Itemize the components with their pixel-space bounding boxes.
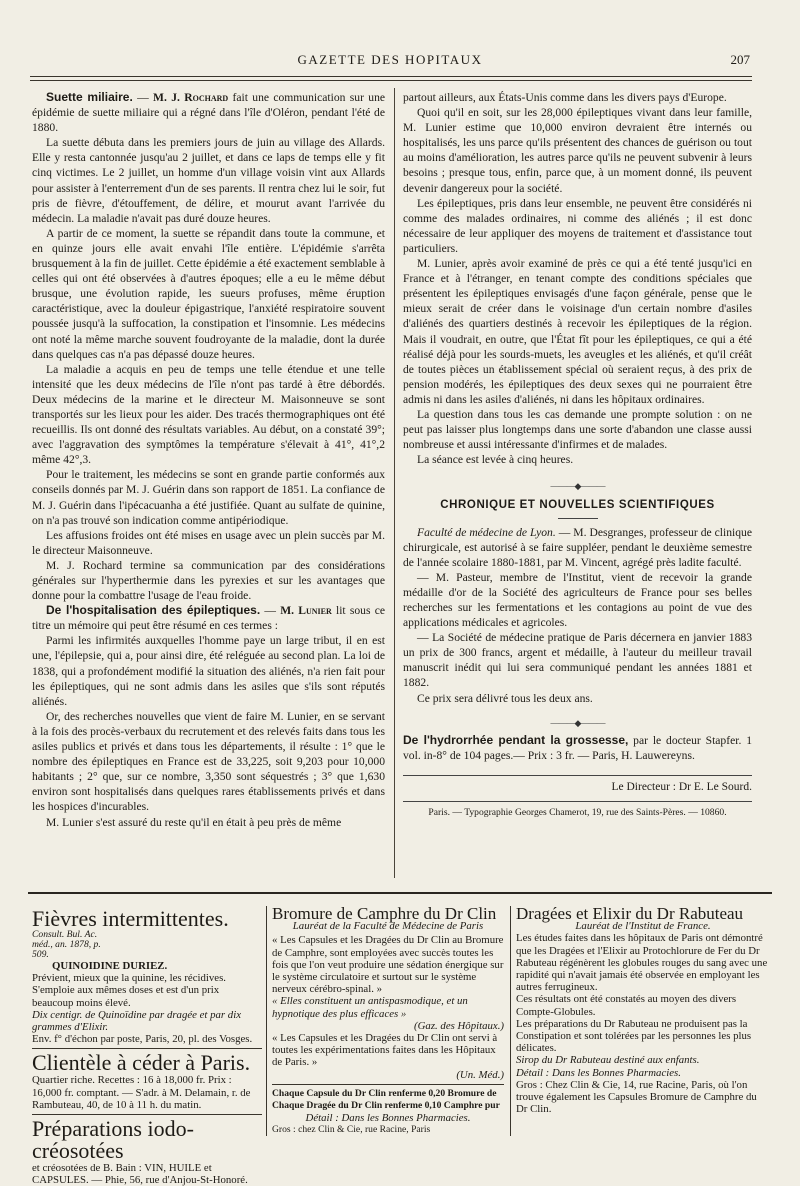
title-rule <box>558 518 598 519</box>
chronique-title: CHRONIQUE ET NOUVELLES SCIENTIFIQUES <box>440 499 715 512</box>
ad-fievres-title: Fièvres intermittentes. <box>32 906 229 931</box>
news-paragraph <box>403 570 752 630</box>
article-paragraph <box>32 226 385 362</box>
ad-dragees-title: Dragées et Elixir du Dr Rabuteau <box>516 904 744 923</box>
ad-dragees-gros: Gros : Chez Clin & Cie, 14, rue Racine, Paris, où l'on trouve également les Capsules Bromure de Camphre du Dr Clin. <box>516 1078 757 1116</box>
seance-continued <box>403 90 752 467</box>
article-paragraph <box>32 467 385 527</box>
ad-bromure-dragee: Chaque Dragée du Dr Clin renferme 0,10 Camphre pur <box>272 1100 500 1112</box>
ad-bromure-title: Bromure de Camphre du Dr Clin <box>272 904 497 923</box>
article-paragraph <box>403 105 752 196</box>
ad-fievres-body: Prévient, mieux que la quinine, les récidives. S'emploie aux mêmes doses et est d'un prix beaucoup moins élevé. <box>32 972 226 1009</box>
paragraph-text: A partir de ce moment, la suette se répandit dans toute la commune, et en quinze jours elle avait envahi l'île entière. L'épidémie s'arrêta brusquement à la fin de juillet. Cette épidémie a été exactement semblable à celles qui ont été observées à d'autres époques; elle a eu le même début brusque, une évolution rapide, les sueurs profuses, même éruption caractéristique, avec la douleur épigastrique, l'anxiété respiratoire souvent poussée jusqu'à la suffocation, la constipation et l'insomnie. Les médecins ont noté la même marche souvent foudroyante de la maladie, dont la durée dans quelques cas n'a pas dépassé douze heures. <box>32 226 385 361</box>
paragraph-text: Quoi qu'il en soit, sur les 28,000 épileptiques vivant dans leur famille, M. Lunier estime que 10,000 environ devraient être internés ou hospitalisés, les uns parce qu'ils présentent des chances de guérison ou tout au moins d'amélioration, les autres parce qu'ils ne peuvent subvenir à leurs besoins ; presque tous, enfin, parce que, à un moment donné, ils peuvent devenir dangereux pour la société. <box>403 106 752 195</box>
ad-rule-2 <box>32 1114 262 1115</box>
ad-bromure-capsule: Chaque Capsule du Dr Clin renferme 0,20 Bromure de <box>272 1087 497 1099</box>
page-header <box>30 52 750 74</box>
paragraph-text: M. Lunier s'est assuré du reste qu'il en était à peu près de même <box>46 815 342 829</box>
paragraph-lead: De l'hospitalisation des épileptiques. <box>46 603 261 618</box>
article-paragraph <box>403 407 752 452</box>
paragraph-text: La suette débuta dans les premiers jours de juin au village des Allards. Elle y resta cantonnée jusqu'au 2 juillet, et dans ce laps de temps elle y fit cinq victimes. Le 2 juillet, un homme d'un village voisin vint aux Allards pour assister à l'enterrement d'un de ses parents. Il rentra chez lui le soir, fut pris de fièvre, d'étouffement, de délire, et mourut avant l'arrivée du médecin. La maladie n'avait pas duré douze heures. <box>32 136 385 225</box>
paragraph-text: La maladie a acquis en peu de temps une telle étendue et une telle intensité que les deux médecins de l'île n'ont pas tardé à être débordés. Deux médecins de la marine et le directeur M. Maisonneuve se sont transportés sur les lieux pour les aider. Des tracés thermographiques ont été recueillis. Ils ont donné des résultats variables. Au début, on a constaté 39°; avec l'aggravation des symptômes la température s'élevait à 41°, 41°,2 même 42°,3. <box>32 362 385 467</box>
article-paragraph <box>403 90 752 105</box>
paragraph-text: Les épileptiques, pris dans leur ensemble, ne peuvent être considérés ni comme des malades ordinaires, ni comme des aliénés ; il est donc nécessaire de leur appliquer des moyens de traitement et d'assistance tout particuliers. <box>403 196 752 255</box>
paragraph-italic-lead: Faculté de médecine de Lyon. <box>417 525 556 539</box>
paragraph-lead: Suette miliaire. <box>46 90 133 104</box>
ad-preparations-title: Préparations iodo-créosotées <box>32 1116 194 1164</box>
article-paragraph <box>32 90 385 135</box>
paragraph-text: Les affusions froides ont été mises en usage avec un plein succès par M. le directeur Maisonneuve. <box>32 528 385 557</box>
paragraph-text: Or, des recherches nouvelles que vient de faire M. Lunier, en se servant à la fois des procès-verbaux du recrutement et des relevés faits dans tous les asiles publics et privés et dans tous les départements, il résulte : 1° que le nombre des épileptiques en France est de 33,225, soit 9,203 pour 10,000 habitants ; 2° que, sur ce nombre, 3,350 sont séquestrés ; 3° que 1,630 environ sont hospitalisés dans quelques rares établissements privés et dans les hospices d'incurables. <box>32 709 385 814</box>
ad-fievres-product: QUINOIDINE DURIEZ. <box>52 960 168 972</box>
paragraph-dash: — <box>260 604 281 618</box>
ad-bromure-detail: Détail : Dans les Bonnes Pharmacies. <box>305 1112 471 1125</box>
ad-dragees-body: Les études faites dans les hôpitaux de Paris ont démontré que les Dragées et l'Elixir au Protochlorure de Fer du Dr Rabuteau régénèrent les globules rouges du sang avec une rapidité qui n'avait jamais été observée en employant les autres ferrugineux. <box>516 932 768 994</box>
ad-bromure <box>272 904 504 1137</box>
article-paragraph <box>403 256 752 407</box>
ad-preparations-body: et créosotées de B. Bain : VIN, HUILE et CAPSULES. — Phie, 56, rue d'Anjou-St-Honoré. <box>32 1162 248 1186</box>
paragraph-text: — M. Pasteur, membre de l'Institut, vient de recevoir la grande médaille d'or de la Société des agriculteurs de France pour ses belles recherches sur les fermentations et les contagions au point de vue des applications médicales et agricoles. <box>403 570 752 630</box>
ad-dragees-detail: Détail : Dans les Bonnes Pharmacies. <box>516 1066 681 1079</box>
ad-dragees-body2: Ces résultats ont été constatés au moyen des divers Compte-Globules. <box>516 993 737 1018</box>
news-paragraph <box>403 691 752 706</box>
right-column <box>403 90 752 820</box>
article-paragraph <box>32 528 385 558</box>
ad-bromure-quote2: « Les Capsules et les Dragées du Dr Clin ont servi à toutes les expérimentations faites dans les Hôpitaux de Paris. » <box>272 1032 498 1069</box>
paragraph-text: lit sous ce titre un mémoire qui peut être résumé en ces termes : <box>32 604 385 633</box>
ad-dragees-subtitle: Lauréat de l'Institut de France. <box>575 920 711 933</box>
paragraph-dash: — <box>132 91 154 104</box>
ornament-rule: ———◆——— <box>550 481 605 492</box>
paragraph-text: Ce prix sera délivré tous les deux ans. <box>417 691 593 705</box>
advertisements <box>28 898 772 1186</box>
ad-clientele-title: Clientèle à céder à Paris. <box>32 1050 251 1076</box>
paragraph-text: Pour le traitement, les médecins se sont en grande partie conformés aux conseils donnés par M. J. Guérin dans son rapport de 1851. La confiance de M. J. Guérin dans l'ipécacuanha a été justifiée. Quant au sulfate de quinine, on n'a pas trouvé son indication comme antipériodique. <box>32 468 385 527</box>
ad-bromure-cite2: (Un. Méd.) <box>456 1068 504 1081</box>
ad-bromure-body: « Les Capsules et les Dragées du Dr Clin au Bromure de Camphre, sont employées avec succès toutes les fois que l'on veut produire une sédation énergique sur le système circulatoire et surtout sur le système nerveux cérébro-spinal. » <box>272 934 504 996</box>
ad-rule-3 <box>272 1084 504 1085</box>
ad-bromure-subtitle: Lauréat de la Faculté de Médecine de Paris <box>292 920 484 933</box>
article-paragraph <box>32 815 385 830</box>
header-rule-2 <box>30 80 752 81</box>
paragraph-text: — La Société de médecine pratique de Paris décernera en janvier 1883 un prix de 300 francs, argent et médaille, à l'auteur du meilleur travail manuscrit inédit qui lui sera communiqué pendant les années 1881 et 1882. <box>403 631 752 690</box>
article-paragraph <box>32 362 385 468</box>
page-number: 207 <box>730 52 750 67</box>
ad-dragees-sirop: Sirop du Dr Rabuteau destiné aux enfants. <box>516 1054 700 1067</box>
ad-bromure-gros: Gros : chez Clin & Cie, rue Racine, Paris <box>272 1124 431 1136</box>
book-notice <box>403 733 752 763</box>
ad-divider-2 <box>510 906 511 1136</box>
running-title: GAZETTE DES HOPITAUX <box>297 52 483 67</box>
ads-separator <box>28 892 772 894</box>
book-title: De l'hydrorrhée pendant la grossesse, <box>403 732 629 747</box>
paragraph-text: M. J. Rochard termine sa communication par des considérations générales sur l'hyperthermie dans les pyrexies et sur les avantages que donne pour la combattre l'usage de l'eau froide. <box>32 558 385 603</box>
article-paragraph <box>32 633 385 708</box>
article-paragraph <box>32 135 385 226</box>
paragraph-text: La question dans tous les cas demande une prompte solution : on ne peut pas laisser plus longtemps dans une sorte d'abandon une classe aussi nombreuse et aussi intéressante d'infirmes et de malades. <box>403 407 752 452</box>
paragraph-text: — M. Desgranges, professeur de clinique chirurgicale, est autorisé à se faire suppléer, pendant le deuxième semestre de l'année scolaire 1880-1881, par M. Vincent, agrégé près ladite faculté. <box>403 525 752 569</box>
ad-divider-1 <box>266 906 267 1136</box>
ad-fievres-consult: Consult. Bul. Ac. méd., an. 1878, p. 509. <box>32 929 101 960</box>
left-column <box>32 90 385 830</box>
ad-bromure-quote1: « Elles constituent un antispasmodique, et un hypnotique des plus efficaces » <box>272 995 468 1020</box>
paragraph-author: M. J. Rochard <box>153 91 229 104</box>
article-paragraph <box>32 603 385 633</box>
paragraph-author: M. Lunier <box>280 604 332 618</box>
chronique-body <box>403 525 752 706</box>
ad-fievres <box>32 908 262 1186</box>
article-paragraph <box>403 196 752 256</box>
article-paragraph <box>32 558 385 603</box>
paragraph-text: La séance est levée à cinq heures. <box>417 453 574 467</box>
article-paragraph <box>32 709 385 815</box>
ad-dragees-body3: Les préparations du Dr Rabuteau ne produisent pas la Constipation et sont tolérées par les personnes les plus délicates. <box>516 1017 752 1055</box>
director-signature: Le Directeur : Dr E. Le Sourd. <box>403 775 752 795</box>
ad-bromure-cite1: (Gaz. des Hôpitaux.) <box>414 1019 504 1032</box>
paragraph-text: fait une communication sur une épidémie de suette miliaire qui a régné dans l'île d'Oléron, pendant l'été de 1880. <box>32 91 386 135</box>
ad-fievres-italic: Dix centigr. de Quinoïdine par dragée et par dix grammes d'Elixir. <box>32 1008 241 1034</box>
ad-rule <box>32 1048 262 1049</box>
ad-clientele-body: Quartier riche. Recettes : 16 à 18,000 fr. Prix : 16,000 fr. comptant. — S'adr. à M. Delamain, r. de Rambuteau, 40, de 10 à 11 h. du matin. <box>32 1074 251 1111</box>
news-paragraph <box>403 525 752 570</box>
paragraph-text: partout ailleurs, aux États-Unis comme dans les divers pays d'Europe. <box>403 91 727 104</box>
ornament-rule-2: ———◆——— <box>550 717 605 728</box>
column-divider <box>394 88 395 878</box>
header-rule <box>30 76 752 77</box>
paragraph-text: Parmi les infirmités auxquelles l'homme paye un large tribut, il en est une, l'épilepsie, qui a, pour ainsi dire, été reléguée au second plan. La loi de 1838, qui a profondément modifié la situation des aliénés, n'a rien fait pour les épileptiques, qui ne sont admis dans les asiles que s'ils sont réputés aliénés. <box>32 634 385 708</box>
book-text: par le docteur Stapfer. 1 vol. in-8° de 104 pages.— Prix : 3 fr. — Paris, H. Lauwereyns. <box>403 733 752 762</box>
ad-dragees <box>516 904 770 1116</box>
news-paragraph <box>403 630 752 690</box>
paragraph-text: M. Lunier, après avoir examiné de près ce qui a été tenté jusqu'ici en France et à l'étranger, en tenant compte des conditions spéciales que présentent les épileptiques envisagés d'une façon générale, pense que le mieux serait de créer dans le voisinage d'un certain nombre d'asiles d'aliénés des quartiers destinés à recevoir les épileptiques de la région. Mais il voudrait, en outre, que l'État fît pour les épileptiques, ce qui a été réalisé déjà pour les sourds-muets, les aveugles et les aliénés, et qu'il créât de toutes pièces un établissement spécial où seraient reçus, à des prix de pension modérés, les épileptiques des deux sexes qui ne pourraient être admis ni dans les asiles d'aliénés, ni dans les hôpitaux ordinaires. <box>403 257 752 406</box>
printer-line: Paris. — Typographie Georges Chamerot, 19, rue des Saints-Pères. — 10860. <box>403 801 752 820</box>
article-paragraph <box>403 452 752 467</box>
ad-fievres-footer: Env. f° d'échon par poste, Paris, 20, pl. des Vosges. <box>32 1033 253 1046</box>
